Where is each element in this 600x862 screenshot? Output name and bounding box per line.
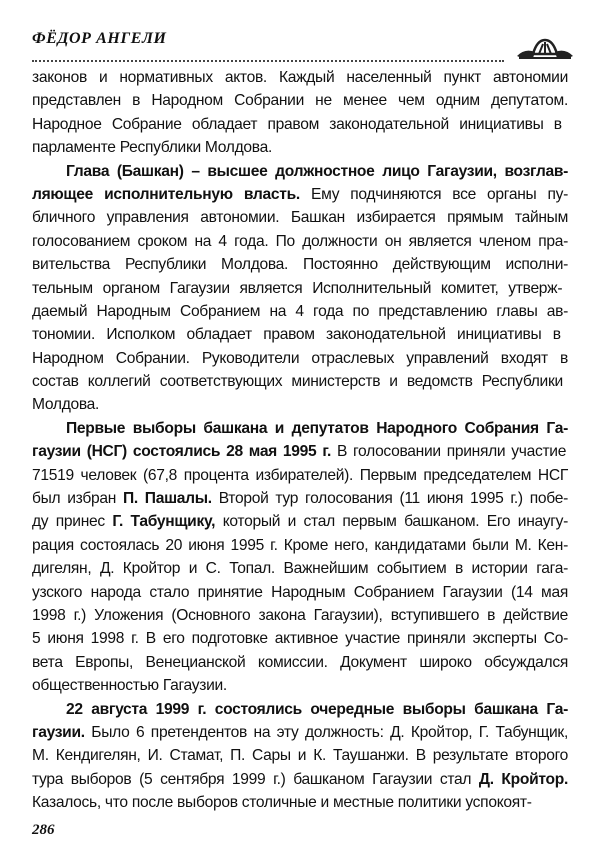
text-line bbox=[32, 300, 568, 323]
text-segment: общественностью Гагаузии. bbox=[32, 677, 227, 695]
text-line bbox=[32, 440, 568, 463]
bold-text: гаузии. bbox=[32, 723, 85, 741]
text-line-content bbox=[32, 584, 568, 601]
text-line-content bbox=[32, 92, 568, 109]
paragraph bbox=[32, 417, 568, 698]
text-line-content bbox=[32, 350, 568, 367]
text-line-content bbox=[32, 209, 568, 226]
text-line-content bbox=[32, 630, 568, 647]
text-line bbox=[32, 160, 568, 183]
text-line-content bbox=[32, 747, 568, 764]
text-segment: Казалось, что после выборов столичные и местные политики успокоят- bbox=[32, 794, 532, 812]
text-line-content bbox=[32, 467, 568, 484]
text-line bbox=[32, 89, 568, 112]
text-segment: даемый Народным Собранием на 4 года по представлению главы ав- bbox=[32, 302, 568, 320]
text-line bbox=[32, 347, 568, 370]
text-line-content bbox=[32, 607, 568, 624]
text-segment: парламенте Республики Молдова. bbox=[32, 139, 272, 157]
text-line-content bbox=[32, 116, 562, 133]
text-line-content bbox=[32, 326, 561, 343]
text-line bbox=[32, 464, 568, 487]
text-line bbox=[32, 417, 568, 440]
text-line bbox=[32, 581, 568, 604]
text-segment: Народном Собрании. Руководители отраслевых управлений входят в bbox=[32, 349, 568, 367]
text-line bbox=[32, 510, 568, 533]
text-segment: 1998 г.) Уложения (Основного закона Гагаузии), вступившего в действие bbox=[32, 606, 568, 624]
text-segment: тономии. Исполком обладает правом законодательной инициативы в bbox=[32, 326, 561, 344]
text-line bbox=[32, 674, 568, 697]
text-segment: Молдова. bbox=[32, 396, 100, 414]
text-segment: ду принес bbox=[32, 513, 113, 531]
text-line-content bbox=[32, 280, 562, 297]
text-line-content bbox=[32, 303, 568, 320]
bold-text: ляющее исполнительную власть. bbox=[32, 185, 300, 203]
text-line-content bbox=[32, 771, 568, 788]
text-segment: дигелян, Д. Кройтор и С. Топал. Важнейшим событием в истории гага- bbox=[32, 560, 568, 578]
text-line bbox=[32, 744, 568, 767]
text-segment: представлен в Народном Собрании не менее чем одним депутатом. bbox=[32, 92, 568, 110]
text-segment: вительства Республики Молдова. Постоянно действующим исполни- bbox=[32, 256, 568, 274]
bold-text: гаузии (НСГ) состоялись 28 мая 1995 г. bbox=[32, 443, 332, 461]
bold-text: П. Пашалы. bbox=[122, 490, 212, 508]
text-line bbox=[32, 253, 568, 276]
bold-text: Г. Табунщику, bbox=[112, 513, 216, 531]
text-line-content bbox=[32, 69, 568, 86]
text-line-content bbox=[32, 724, 568, 741]
text-line bbox=[32, 370, 568, 393]
ornament-icon bbox=[515, 36, 575, 62]
page-number: 286 bbox=[32, 822, 55, 838]
text-segment: Народное Собрание обладает правом законодательной инициативы в bbox=[32, 115, 562, 133]
text-segment: который и стал первым башканом. Его инаугу- bbox=[215, 513, 568, 531]
text-segment: узского народа стало принятие Народным Собранием Гагаузии (14 мая bbox=[32, 583, 568, 601]
bold-text: Глава (Башкан) – высшее должностное лицо Гагаузии, возглав- bbox=[66, 162, 568, 180]
text-line-content bbox=[32, 537, 568, 554]
text-line bbox=[32, 487, 568, 510]
text-segment: 71519 человек (67,8 процента избирателей). Первым председателем НСГ bbox=[32, 466, 568, 484]
bold-text: 22 августа 1999 г. состоялись очередные выборы башкана Га- bbox=[66, 700, 568, 718]
text-segment: тельным органом Гагаузии является Исполнительный комитет, утверж- bbox=[32, 279, 563, 297]
text-segment: был избран bbox=[32, 490, 123, 508]
text-line-content bbox=[32, 794, 532, 811]
text-line bbox=[32, 768, 568, 791]
text-line bbox=[32, 534, 568, 557]
text-line bbox=[32, 230, 568, 253]
text-segment: бличного управления автономии. Башкан избирается прямым тайным bbox=[32, 209, 568, 227]
paragraph bbox=[32, 66, 568, 160]
text-line-content bbox=[32, 233, 568, 250]
text-segment: вета Европы, Венецианской комиссии. Документ широко обсуждался bbox=[32, 653, 568, 671]
text-line bbox=[32, 604, 568, 627]
paragraph bbox=[32, 160, 568, 417]
text-segment: тура выборов (5 сентября 1999 г.) башканом Гагаузии стал bbox=[32, 770, 479, 788]
text-segment: состав коллегий соответствующих министерств и ведомств Республики bbox=[32, 373, 563, 391]
text-segment: 5 июня 1998 г. В его подготовке активное участие приняли эксперты Со- bbox=[32, 630, 568, 648]
text-line bbox=[32, 557, 568, 580]
text-line-content bbox=[32, 677, 227, 694]
text-line bbox=[32, 393, 568, 416]
text-line-content bbox=[66, 701, 568, 718]
header-rule bbox=[32, 60, 504, 62]
text-line bbox=[32, 206, 568, 229]
text-line-content bbox=[32, 396, 99, 413]
bold-text: Первые выборы башкана и депутатов Народного Собрания Га- bbox=[66, 419, 568, 437]
text-line bbox=[32, 277, 568, 300]
text-line-content bbox=[66, 420, 568, 437]
text-line-content bbox=[32, 513, 568, 530]
text-line-content bbox=[32, 256, 568, 273]
header-author: ФЁДОР АНГЕЛИ bbox=[32, 30, 167, 47]
paragraph bbox=[32, 698, 568, 815]
text-segment: законов и нормативных актов. Каждый населенный пункт автономии bbox=[32, 69, 568, 86]
text-line bbox=[32, 136, 568, 159]
text-line bbox=[32, 323, 568, 346]
text-line-content bbox=[32, 139, 272, 156]
bold-text: Д. Кройтор. bbox=[478, 770, 568, 788]
text-line-content bbox=[66, 163, 568, 180]
text-segment: рация состоялась 20 июня 1995 г. Кроме него, кандидатами были М. Кен- bbox=[32, 536, 568, 554]
text-line-content bbox=[32, 373, 563, 390]
text-segment: Второй тур голосования (11 июня 1995 г.) побе- bbox=[211, 490, 568, 508]
text-line-content bbox=[32, 654, 568, 671]
text-line bbox=[32, 627, 568, 650]
text-line bbox=[32, 721, 568, 744]
text-line-content bbox=[32, 186, 568, 203]
text-segment: Было 6 претендентов на эту должность: Д. Кройтор, Г. Табунщик, bbox=[84, 723, 568, 741]
text-line bbox=[32, 113, 568, 136]
text-line bbox=[32, 66, 568, 89]
text-segment: Ему подчиняются все органы пу- bbox=[299, 185, 568, 203]
text-line-content bbox=[32, 443, 566, 460]
body-text bbox=[32, 66, 568, 815]
text-segment: голосованием сроком на 4 года. По должности он является членом пра- bbox=[32, 232, 568, 250]
text-line bbox=[32, 183, 568, 206]
text-line bbox=[32, 698, 568, 721]
text-line-content bbox=[32, 560, 568, 577]
text-line bbox=[32, 791, 568, 814]
text-segment: М. Кендигелян, И. Стамат, П. Сары и К. Таушанжи. В результате второго bbox=[32, 747, 568, 765]
text-segment: В голосовании приняли участие bbox=[331, 443, 567, 461]
text-line bbox=[32, 651, 568, 674]
text-line-content bbox=[32, 490, 568, 507]
